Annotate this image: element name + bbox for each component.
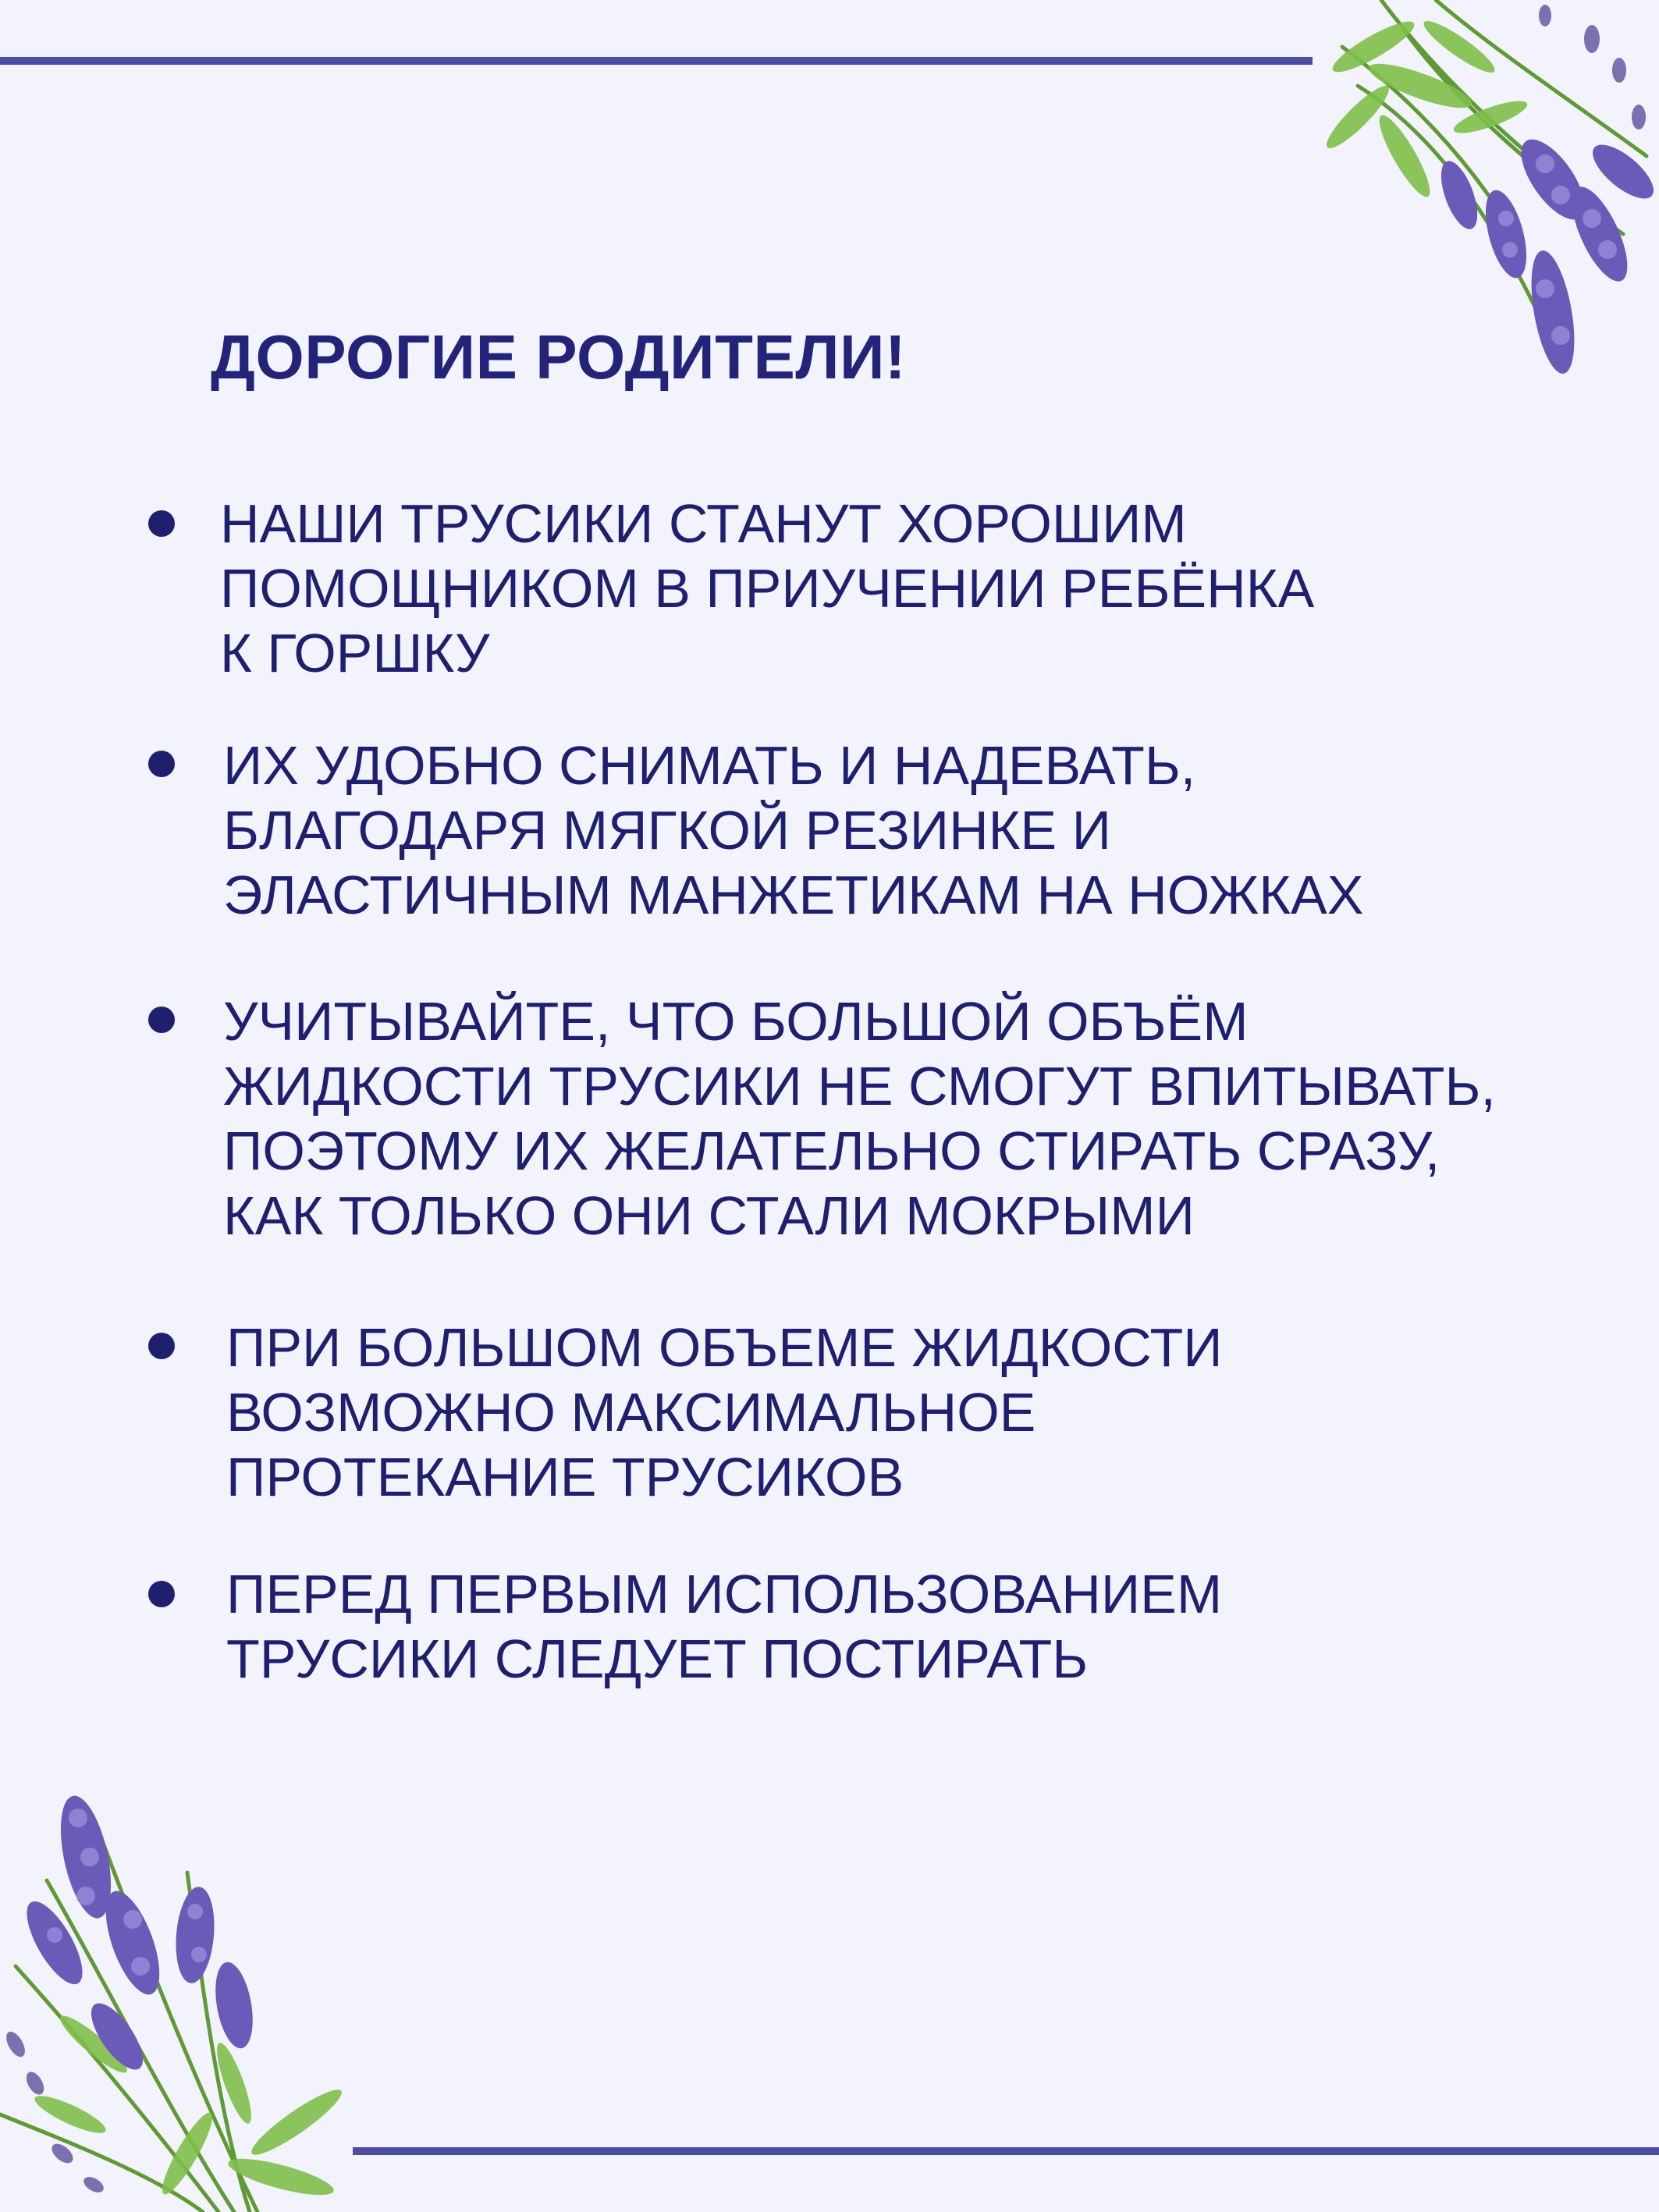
bottom-divider-line — [353, 2147, 1659, 2155]
bullet-dot-icon — [148, 751, 175, 777]
list-item-text: ПРИ БОЛЬШОМ ОБЪЕМЕ ЖИДКОСТИ ВОЗМОЖНО МАКСИМАЛЬНОЕ ПРОТЕКАНИЕ ТРУСИКОВ — [226, 1317, 1223, 1507]
bullet-dot-icon — [148, 1581, 175, 1607]
bullet-dot-icon — [148, 510, 175, 537]
bullet-dot-icon — [148, 1007, 175, 1033]
list-item-text: УЧИТЫВАЙТЕ, ЧТО БОЛЬШОЙ ОБЪЁМ ЖИДКОСТИ ТРУСИКИ НЕ СМОГУТ ВПИТЫВАТЬ, ПОЭТОМУ ИХ ЖЕЛАТЕЛЬНО СТИРАТЬ СРАЗУ, КАК ТОЛЬКО ОНИ СТАЛИ МОКРЫМИ — [223, 991, 1496, 1246]
lavender-bottom-left-icon — [0, 1787, 359, 2212]
page-title: ДОРОГИЕ РОДИТЕЛИ! — [211, 322, 907, 392]
list-item-text: ПЕРЕД ПЕРВЫМ ИСПОЛЬЗОВАНИЕМ ТРУСИКИ СЛЕДУЕТ ПОСТИРАТЬ — [226, 1564, 1223, 1689]
list-item-text: НАШИ ТРУСИКИ СТАНУТ ХОРОШИМ ПОМОЩНИКОМ В ПРИУЧЕНИИ РЕБЁНКА К ГОРШКУ — [220, 493, 1315, 683]
bullet-dot-icon — [148, 1333, 175, 1359]
list-item-text: ИХ УДОБНО СНИМАТЬ И НАДЕВАТЬ, БЛАГОДАРЯ МЯГКОЙ РЕЗИНКЕ И ЭЛАСТИЧНЫМ МАНЖЕТИКАМ НА НОЖКАХ — [223, 735, 1364, 925]
